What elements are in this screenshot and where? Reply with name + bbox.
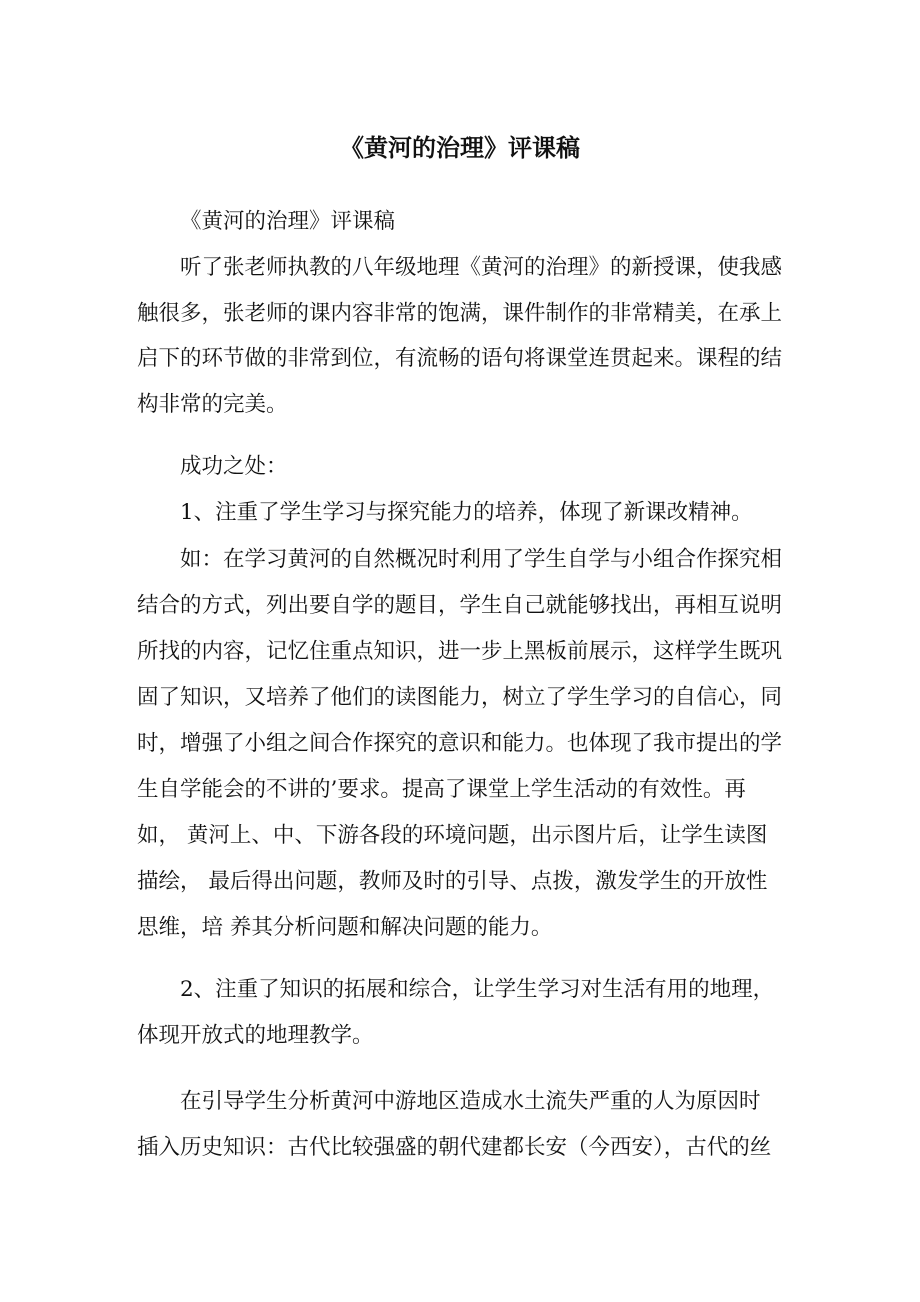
text-line: 在引导学生分析黄河中游地区造成水土流失严重的人为原因时 — [180, 1089, 761, 1114]
text-line: 启下的环节做的非常到位，有流畅的语句将课堂连贯起来。课程的结 — [137, 346, 783, 371]
text-line: 1、注重了学生学习与探究能力的培养，体现了新课改精神。 — [180, 500, 753, 525]
text-line: 构非常的完美。 — [137, 392, 288, 417]
text-line: 描绘， 最后得出问题，教师及时的引导、点拨，激发学生的开放性 — [137, 869, 768, 894]
text-line: 如：在学习黄河的自然概况时利用了学生自学与小组合作探究相 — [180, 547, 783, 572]
text-line: 插入历史知识：古代比较强盛的朝代建都长安（今西安），古代的丝 — [137, 1135, 772, 1160]
text-line: 时，增强了小组之间合作探究的意识和能力。也体现了我市提出的学 — [137, 731, 783, 756]
text-line: 2、注重了知识的拓展和综合，让学生学习对生活有用的地理， — [180, 977, 775, 1002]
text-line: 固了知识，又培养了他们的读图能力，树立了学生学习的自信心，同 — [137, 685, 783, 710]
document-title: 《黄河的治理》评课稿 — [340, 134, 580, 162]
text-line: 触很多，张老师的课内容非常的饱满，课件制作的非常精美，在承上 — [137, 301, 783, 326]
text-line: 结合的方式，列出要自学的题目，学生自己就能够找出，再相互说明 — [137, 593, 783, 618]
text-line: 思维，培 养其分析问题和解决问题的能力。 — [137, 915, 553, 940]
text-line: 所找的内容，记忆住重点知识，进一步上黑板前展示，这样学生既巩 — [137, 639, 783, 664]
text-line: 如， 黄河上、中、下游各段的环境问题，出示图片后，让学生读图 — [137, 823, 768, 848]
text-line: 生自学能会的不讲的’要求。提高了课堂上学生活动的有效性。再 — [137, 777, 746, 802]
text-line: 听了张老师执教的八年级地理《黄河的治理》的新授课，使我感 — [180, 255, 783, 280]
text-line: 成功之处： — [180, 454, 288, 479]
text-line: 体现开放式的地理教学。 — [137, 1023, 374, 1048]
text-line: 《黄河的治理》评课稿 — [180, 209, 396, 234]
